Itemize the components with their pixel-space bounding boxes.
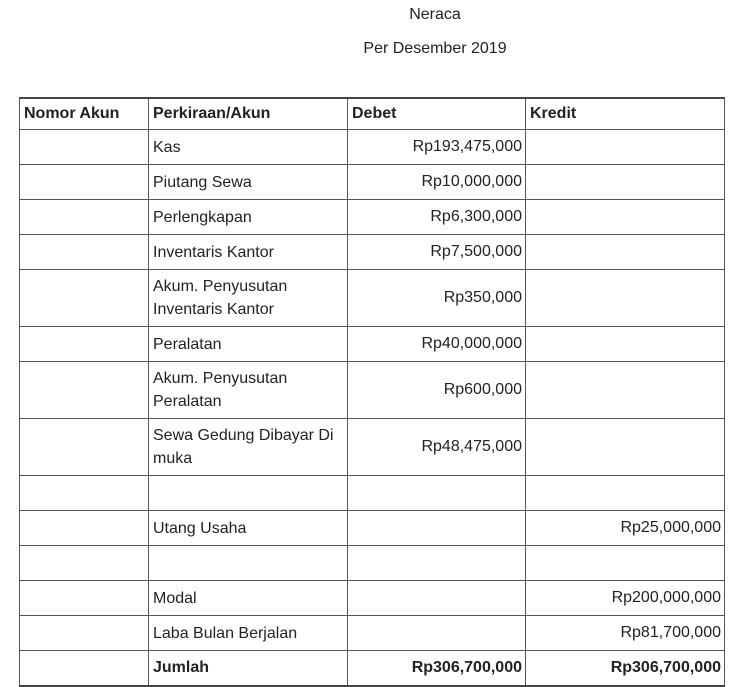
- table-row: [20, 327, 725, 362]
- cell-nomor-akun: [20, 130, 149, 165]
- total-kredit: Rp306,700,000: [526, 651, 725, 687]
- cell-debet: [348, 546, 526, 581]
- cell-kredit: [526, 476, 725, 511]
- table-row: [20, 165, 725, 200]
- cell-nomor-akun: [20, 362, 149, 419]
- cell-akun: [149, 476, 348, 511]
- cell-akun: Akum. Penyusutan Peralatan: [149, 362, 348, 419]
- cell-nomor-akun: [20, 327, 149, 362]
- cell-kredit: [526, 327, 725, 362]
- cell-debet: [348, 616, 526, 651]
- total-debet: Rp306,700,000: [348, 651, 526, 687]
- cell-kredit: [526, 130, 725, 165]
- table-row: [20, 362, 725, 419]
- cell-kredit: [526, 165, 725, 200]
- table-row: [20, 200, 725, 235]
- cell-akun: [149, 546, 348, 581]
- cell-kredit: [526, 270, 725, 327]
- report-title: Neraca: [409, 6, 461, 23]
- table-row: [20, 419, 725, 476]
- cell-kredit: [526, 235, 725, 270]
- report-subtitle: Per Desember 2019: [363, 40, 507, 57]
- cell-debet: [348, 511, 526, 546]
- cell-nomor-akun: [20, 270, 149, 327]
- cell-nomor-akun: [20, 546, 149, 581]
- cell-nomor-akun: [20, 616, 149, 651]
- cell-debet: Rp350,000: [348, 270, 526, 327]
- cell-akun: Piutang Sewa: [149, 165, 348, 200]
- column-header-debet: Debet: [348, 98, 526, 130]
- table-row: [20, 130, 725, 165]
- cell-debet: Rp40,000,000: [348, 327, 526, 362]
- table-row: [20, 235, 725, 270]
- table-row: [20, 511, 725, 546]
- cell-debet: Rp10,000,000: [348, 165, 526, 200]
- cell-akun: Utang Usaha: [149, 511, 348, 546]
- cell-akun: Akum. Penyusutan Inventaris Kantor: [149, 270, 348, 327]
- total-row: [20, 651, 725, 687]
- cell-nomor-akun: [20, 511, 149, 546]
- cell-kredit: [526, 546, 725, 581]
- cell-nomor-akun: [20, 581, 149, 616]
- column-header-perkiraan-akun: Perkiraan/Akun: [149, 98, 348, 130]
- cell-nomor-akun: [20, 200, 149, 235]
- cell-kredit: Rp81,700,000: [526, 616, 725, 651]
- cell-akun: Kas: [149, 130, 348, 165]
- column-header-kredit: Kredit: [526, 98, 725, 130]
- cell-akun: Inventaris Kantor: [149, 235, 348, 270]
- cell-nomor-akun: [20, 235, 149, 270]
- table-row: [20, 546, 725, 581]
- cell-akun: Perlengkapan: [149, 200, 348, 235]
- cell-debet: Rp6,300,000: [348, 200, 526, 235]
- cell-akun: Laba Bulan Berjalan: [149, 616, 348, 651]
- cell-akun: Sewa Gedung Dibayar Di muka: [149, 419, 348, 476]
- balance-sheet-table: [19, 97, 725, 687]
- cell-kredit: [526, 362, 725, 419]
- cell-akun: Modal: [149, 581, 348, 616]
- cell-kredit: [526, 419, 725, 476]
- cell-nomor-akun: [20, 651, 149, 687]
- cell-debet: Rp48,475,000: [348, 419, 526, 476]
- cell-debet: Rp193,475,000: [348, 130, 526, 165]
- cell-debet: Rp7,500,000: [348, 235, 526, 270]
- cell-nomor-akun: [20, 165, 149, 200]
- total-label: Jumlah: [149, 651, 348, 687]
- cell-nomor-akun: [20, 476, 149, 511]
- cell-debet: [348, 476, 526, 511]
- table-row: [20, 581, 725, 616]
- column-header-nomor-akun: Nomor Akun: [20, 98, 149, 130]
- cell-akun: Peralatan: [149, 327, 348, 362]
- cell-kredit: Rp200,000,000: [526, 581, 725, 616]
- cell-debet: Rp600,000: [348, 362, 526, 419]
- table-row: [20, 270, 725, 327]
- cell-kredit: Rp25,000,000: [526, 511, 725, 546]
- table-row: [20, 616, 725, 651]
- cell-kredit: [526, 200, 725, 235]
- cell-debet: [348, 581, 526, 616]
- table-row: [20, 476, 725, 511]
- table-header-row: [20, 98, 725, 130]
- cell-nomor-akun: [20, 419, 149, 476]
